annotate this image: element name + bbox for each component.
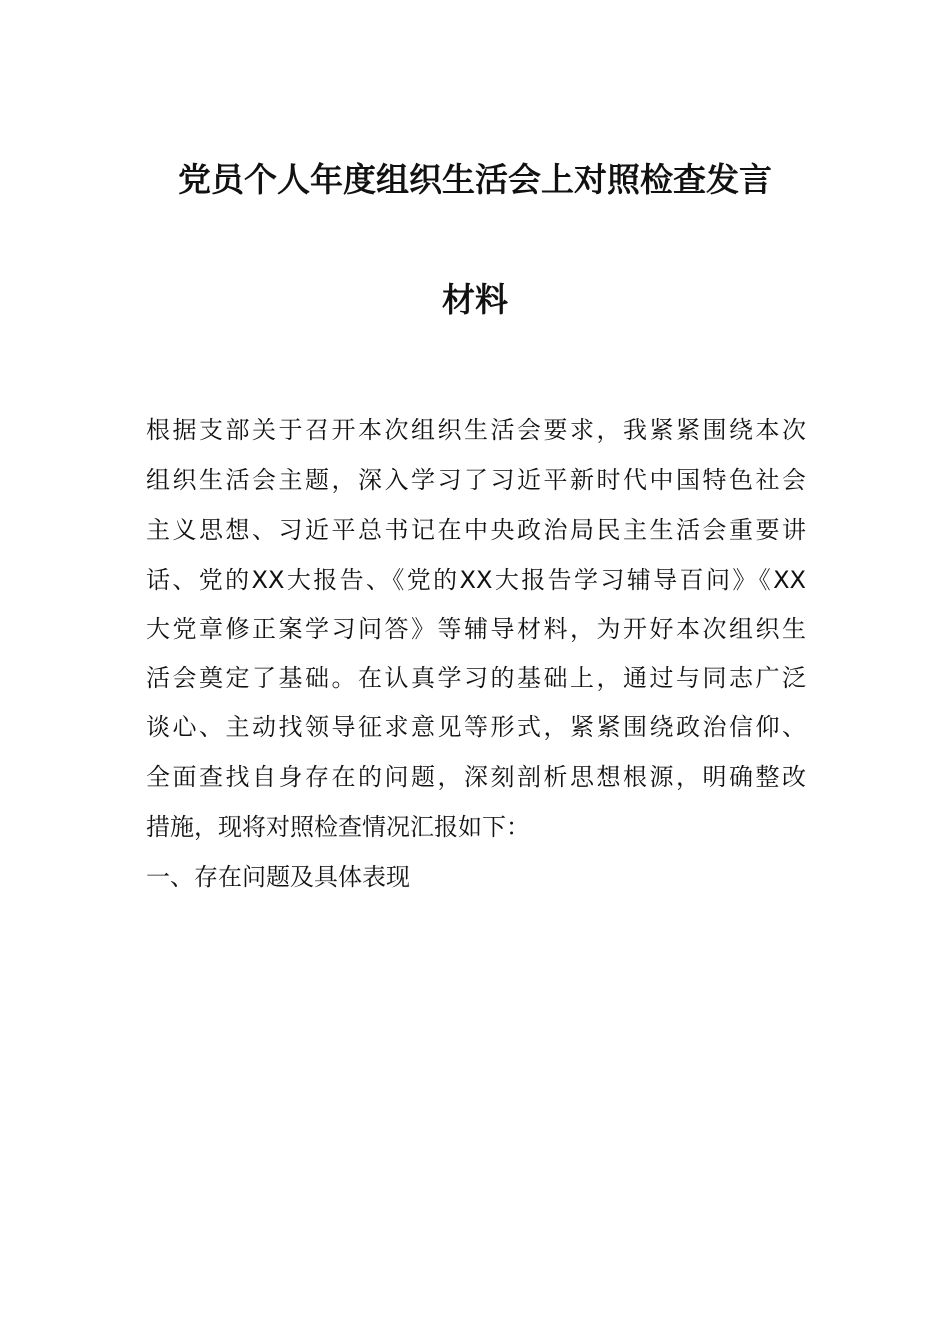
section-heading: 一、存在问题及具体表现 (146, 863, 410, 891)
body-paragraph-line: 措施，现将对照检查情况汇报如下： (146, 813, 530, 841)
document-title-line-2: 材料 (442, 280, 508, 319)
body-paragraph-line: 主义思想、习近平总书记在中央政治局民主生活会重要讲 (146, 516, 806, 544)
body-paragraph-line: 活会奠定了基础。在认真学习的基础上，通过与同志广泛 (146, 664, 806, 692)
body-paragraph-line: 全面查找自身存在的问题，深刻剖析思想根源，明确整改 (146, 763, 806, 791)
body-paragraph-line: 大党章修正案学习问答》等辅导材料，为开好本次组织生 (146, 615, 806, 643)
body-paragraph-line: 谈心、主动找领导征求意见等形式，紧紧围绕政治信仰、 (146, 713, 806, 741)
body-paragraph-line: 话、党的XX大报告、《党的XX大报告学习辅导百问》《XX (146, 566, 806, 594)
body-paragraph-line: 组织生活会主题，深入学习了习近平新时代中国特色社会 (146, 466, 806, 494)
document-title-line-1: 党员个人年度组织生活会上对照检查发言 (178, 160, 772, 199)
body-paragraph-line: 根据支部关于召开本次组织生活会要求，我紧紧围绕本次 (146, 416, 806, 444)
